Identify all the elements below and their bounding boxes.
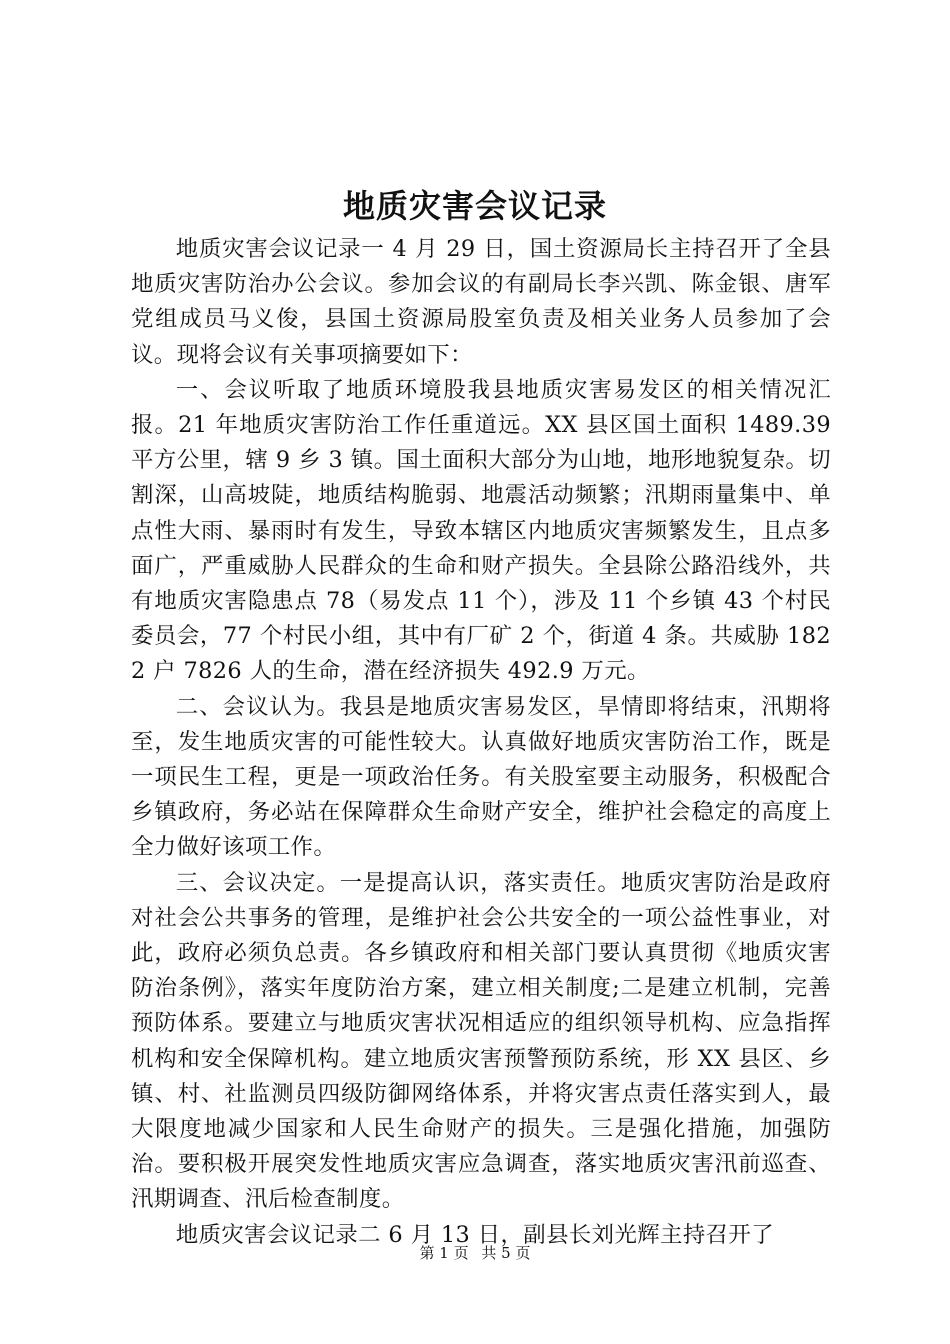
- paragraph-record-2-start: 地质灾害会议记录二 6 月 13 日，副县长刘光辉主持召开了: [175, 1221, 774, 1248]
- page-total: 共 5 页: [481, 1244, 531, 1262]
- document-title: 地质灾害会议记录: [342, 187, 607, 225]
- paragraph-item-1: 一、会议听取了地质环境股我县地质灾害易发区的相关情况汇报。21 年地质灾害防治工作任重道远。XX 县区国土面积 1489.39 平方公里，辖 9 乡 3 镇。国土面积大部分为山地，地形地貌复杂。切割深，山高坡陡，地质结构脆弱、地震活动频繁；汛期雨量集中、单点性大雨、暴雨时有发生，导致本辖区内地质灾害频繁发生，且点多面广，严重威胁人民群众的生命和财产损失。全县除公路沿线外，共有地质灾害隐患点 78（易发点 11 个），涉及 11 个乡镇 43 个村民委员会，77 个村民小组，其中有厂矿 2 个，街道 4 条。共威胁 1822 户 7826 人的生命，潜在经济损失 492.9 万元。: [131, 376, 831, 685]
- paragraph-item-2: 二、会议认为。我县是地质灾害易发区，旱情即将结束，汛期将至，发生地质灾害的可能性较大。认真做好地质灾害防治工作，既是一项民生工程，更是一项政治任务。有关股室要主动服务，积极配合乡镇政府，务必站在保障群众生命财产安全，维护社会稳定的高度上全力做好该项工作。: [131, 693, 831, 861]
- page-number: 第 1 页: [419, 1244, 469, 1262]
- document-body: [131, 232, 831, 1253]
- paragraph-item-3: 三、会议决定。一是提高认识，落实责任。地质灾害防治是政府对社会公共事务的管理，是维护社会公共安全的一项公益性事业，对此，政府必须负总责。各乡镇政府和相关部门要认真贯彻《地质灾害防治条例》，落实年度防治方案，建立相关制度;二是建立机制，完善预防体系。要建立与地质灾害状况相适应的组织领导机构、应急指挥机构和安全保障机构。建立地质灾害预警预防系统，形 XX 县区、乡镇、村、社监测员四级防御网络体系，并将灾害点责任落实到人，最大限度地减少国家和人民生命财产的损失。三是强化措施，加强防治。要积极开展突发性地质灾害应急调查，落实地质灾害汛前巡查、汛期调查、汛后检查制度。: [131, 869, 831, 1213]
- paragraph-intro: 地质灾害会议记录一 4 月 29 日，国土资源局长主持召开了全县地质灾害防治办公会议。参加会议的有副局长李兴凯、陈金银、唐军党组成员马义俊，县国土资源局股室负责及相关业务人员参加了会议。现将会议有关事项摘要如下：: [131, 236, 831, 368]
- page-footer: [0, 1242, 950, 1264]
